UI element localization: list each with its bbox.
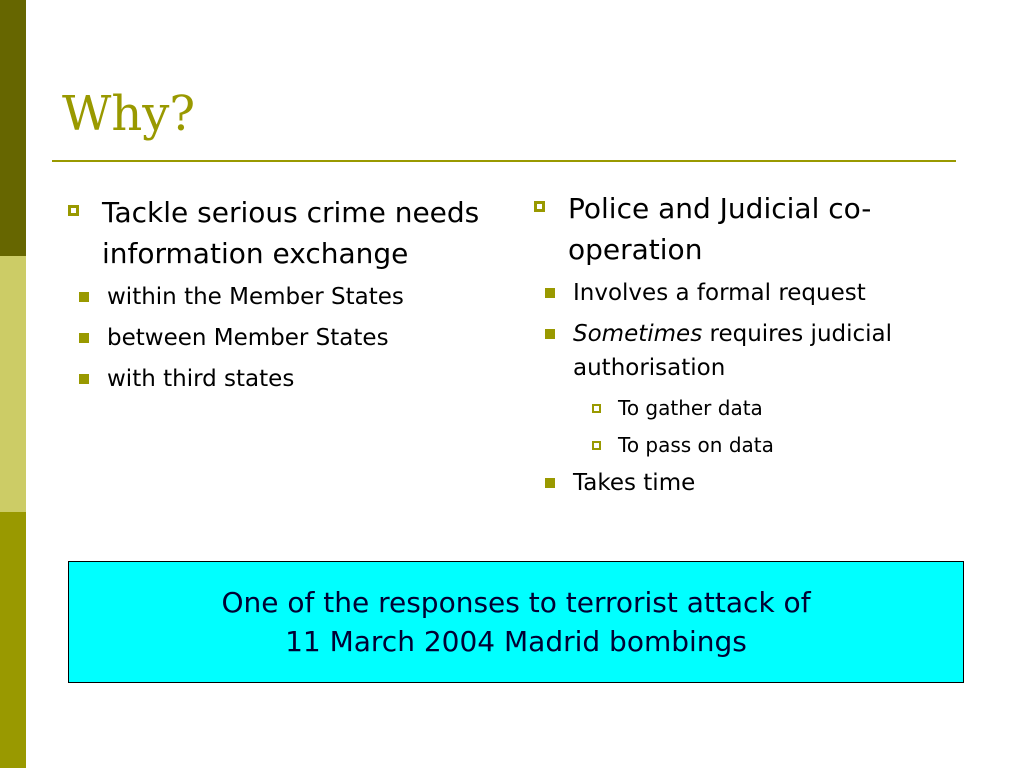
- right-sub-item: [528, 317, 960, 385]
- left-sub-item-text: within the Member States: [107, 284, 404, 310]
- title-divider: [52, 160, 956, 162]
- right-sublist: [528, 276, 960, 500]
- left-sub-item-text: between Member States: [107, 325, 389, 351]
- filled-square-bullet-icon: [79, 374, 89, 384]
- right-column: [528, 188, 960, 507]
- third-level-item-text: To pass on data: [618, 433, 774, 457]
- callout-box: [68, 561, 964, 683]
- left-column: [62, 192, 502, 403]
- right-third-level-list: [528, 392, 960, 461]
- emphasis-text: Sometimes: [573, 321, 703, 347]
- left-sub-item: [62, 321, 502, 355]
- slide-title: Why?: [62, 86, 196, 142]
- side-bar-bottom: [0, 512, 26, 768]
- left-sub-item: [62, 362, 502, 396]
- filled-square-bullet-icon: [545, 329, 555, 339]
- filled-square-bullet-icon: [79, 292, 89, 302]
- filled-square-bullet-icon: [545, 478, 555, 488]
- left-sublist: [62, 280, 502, 396]
- callout-text: [221, 583, 810, 661]
- third-level-item: [528, 429, 960, 461]
- left-sub-item: [62, 280, 502, 314]
- left-sub-item-text: with third states: [107, 366, 295, 392]
- third-level-item-text: To gather data: [618, 396, 763, 420]
- left-heading-text: Tackle serious crime needs information exchange: [102, 196, 480, 270]
- right-sub-item-text: Involves a formal request: [573, 280, 866, 306]
- side-bar-top: [0, 0, 26, 256]
- callout-line-2: 11 March 2004 Madrid bombings: [285, 625, 747, 658]
- right-sub-item-text: requires judicial authorisation: [573, 321, 893, 381]
- third-level-item: [528, 392, 960, 424]
- small-hollow-square-bullet-icon: [592, 441, 601, 450]
- left-heading-item: [62, 192, 502, 274]
- side-bar-middle: [0, 256, 26, 512]
- right-heading-text: Police and Judicial co-operation: [568, 192, 872, 266]
- callout-line-1: One of the responses to terrorist attack of: [221, 586, 811, 619]
- hollow-square-bullet-icon: [68, 205, 79, 216]
- right-sub-item: [528, 276, 960, 310]
- filled-square-bullet-icon: [545, 288, 555, 298]
- small-hollow-square-bullet-icon: [592, 404, 601, 413]
- hollow-square-bullet-icon: [534, 201, 545, 212]
- right-heading-item: [528, 188, 960, 270]
- right-sub-item: [528, 466, 960, 500]
- filled-square-bullet-icon: [79, 333, 89, 343]
- right-sub-item-text: Takes time: [573, 470, 696, 496]
